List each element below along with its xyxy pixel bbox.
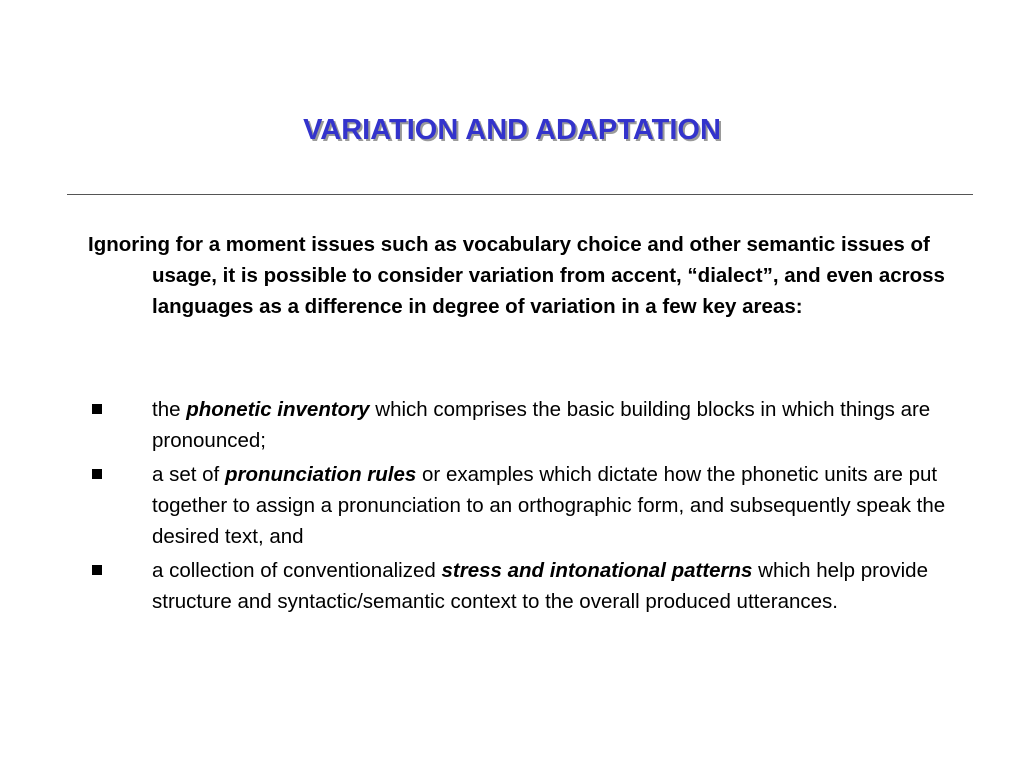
bullet-emphasis: pronunciation rules bbox=[224, 463, 417, 486]
list-item-stress-intonation bbox=[88, 555, 948, 617]
bullet-text-after: or examples which dictate how the phonetic units are put together to assign a pronunciation to an orthographic form, and subsequently speak the desired text, and bbox=[152, 463, 946, 548]
bullet-text-after: which comprises the basic building blocks in which things are pronounced; bbox=[152, 398, 931, 452]
bullet-emphasis: stress and intonational patterns bbox=[441, 559, 753, 582]
bullet-text-before: a collection of conventionalized bbox=[152, 559, 436, 582]
bullet-text-before: a set of bbox=[152, 463, 220, 486]
key-areas-list bbox=[88, 394, 948, 620]
list-item-pronunciation-rules bbox=[88, 459, 948, 552]
title-divider bbox=[67, 194, 973, 195]
square-bullet-icon bbox=[92, 469, 102, 479]
intro-paragraph: Ignoring for a moment issues such as vocabulary choice and other semantic issues of usage, it is possible to consider variation from accent, “dialect”, and even across languages as a difference in degree of variation in a few key areas: bbox=[88, 233, 945, 318]
bullet-text-after: which help provide structure and syntactic/semantic context to the overall produced utterances. bbox=[152, 559, 928, 613]
slide-title: VARIATION AND ADAPTATION bbox=[303, 114, 721, 146]
list-item-phonetic-inventory bbox=[88, 394, 948, 456]
bullet-emphasis: phonetic inventory bbox=[186, 398, 370, 421]
square-bullet-icon bbox=[92, 404, 102, 414]
square-bullet-icon bbox=[92, 565, 102, 575]
bullet-text-before: the bbox=[152, 398, 181, 421]
